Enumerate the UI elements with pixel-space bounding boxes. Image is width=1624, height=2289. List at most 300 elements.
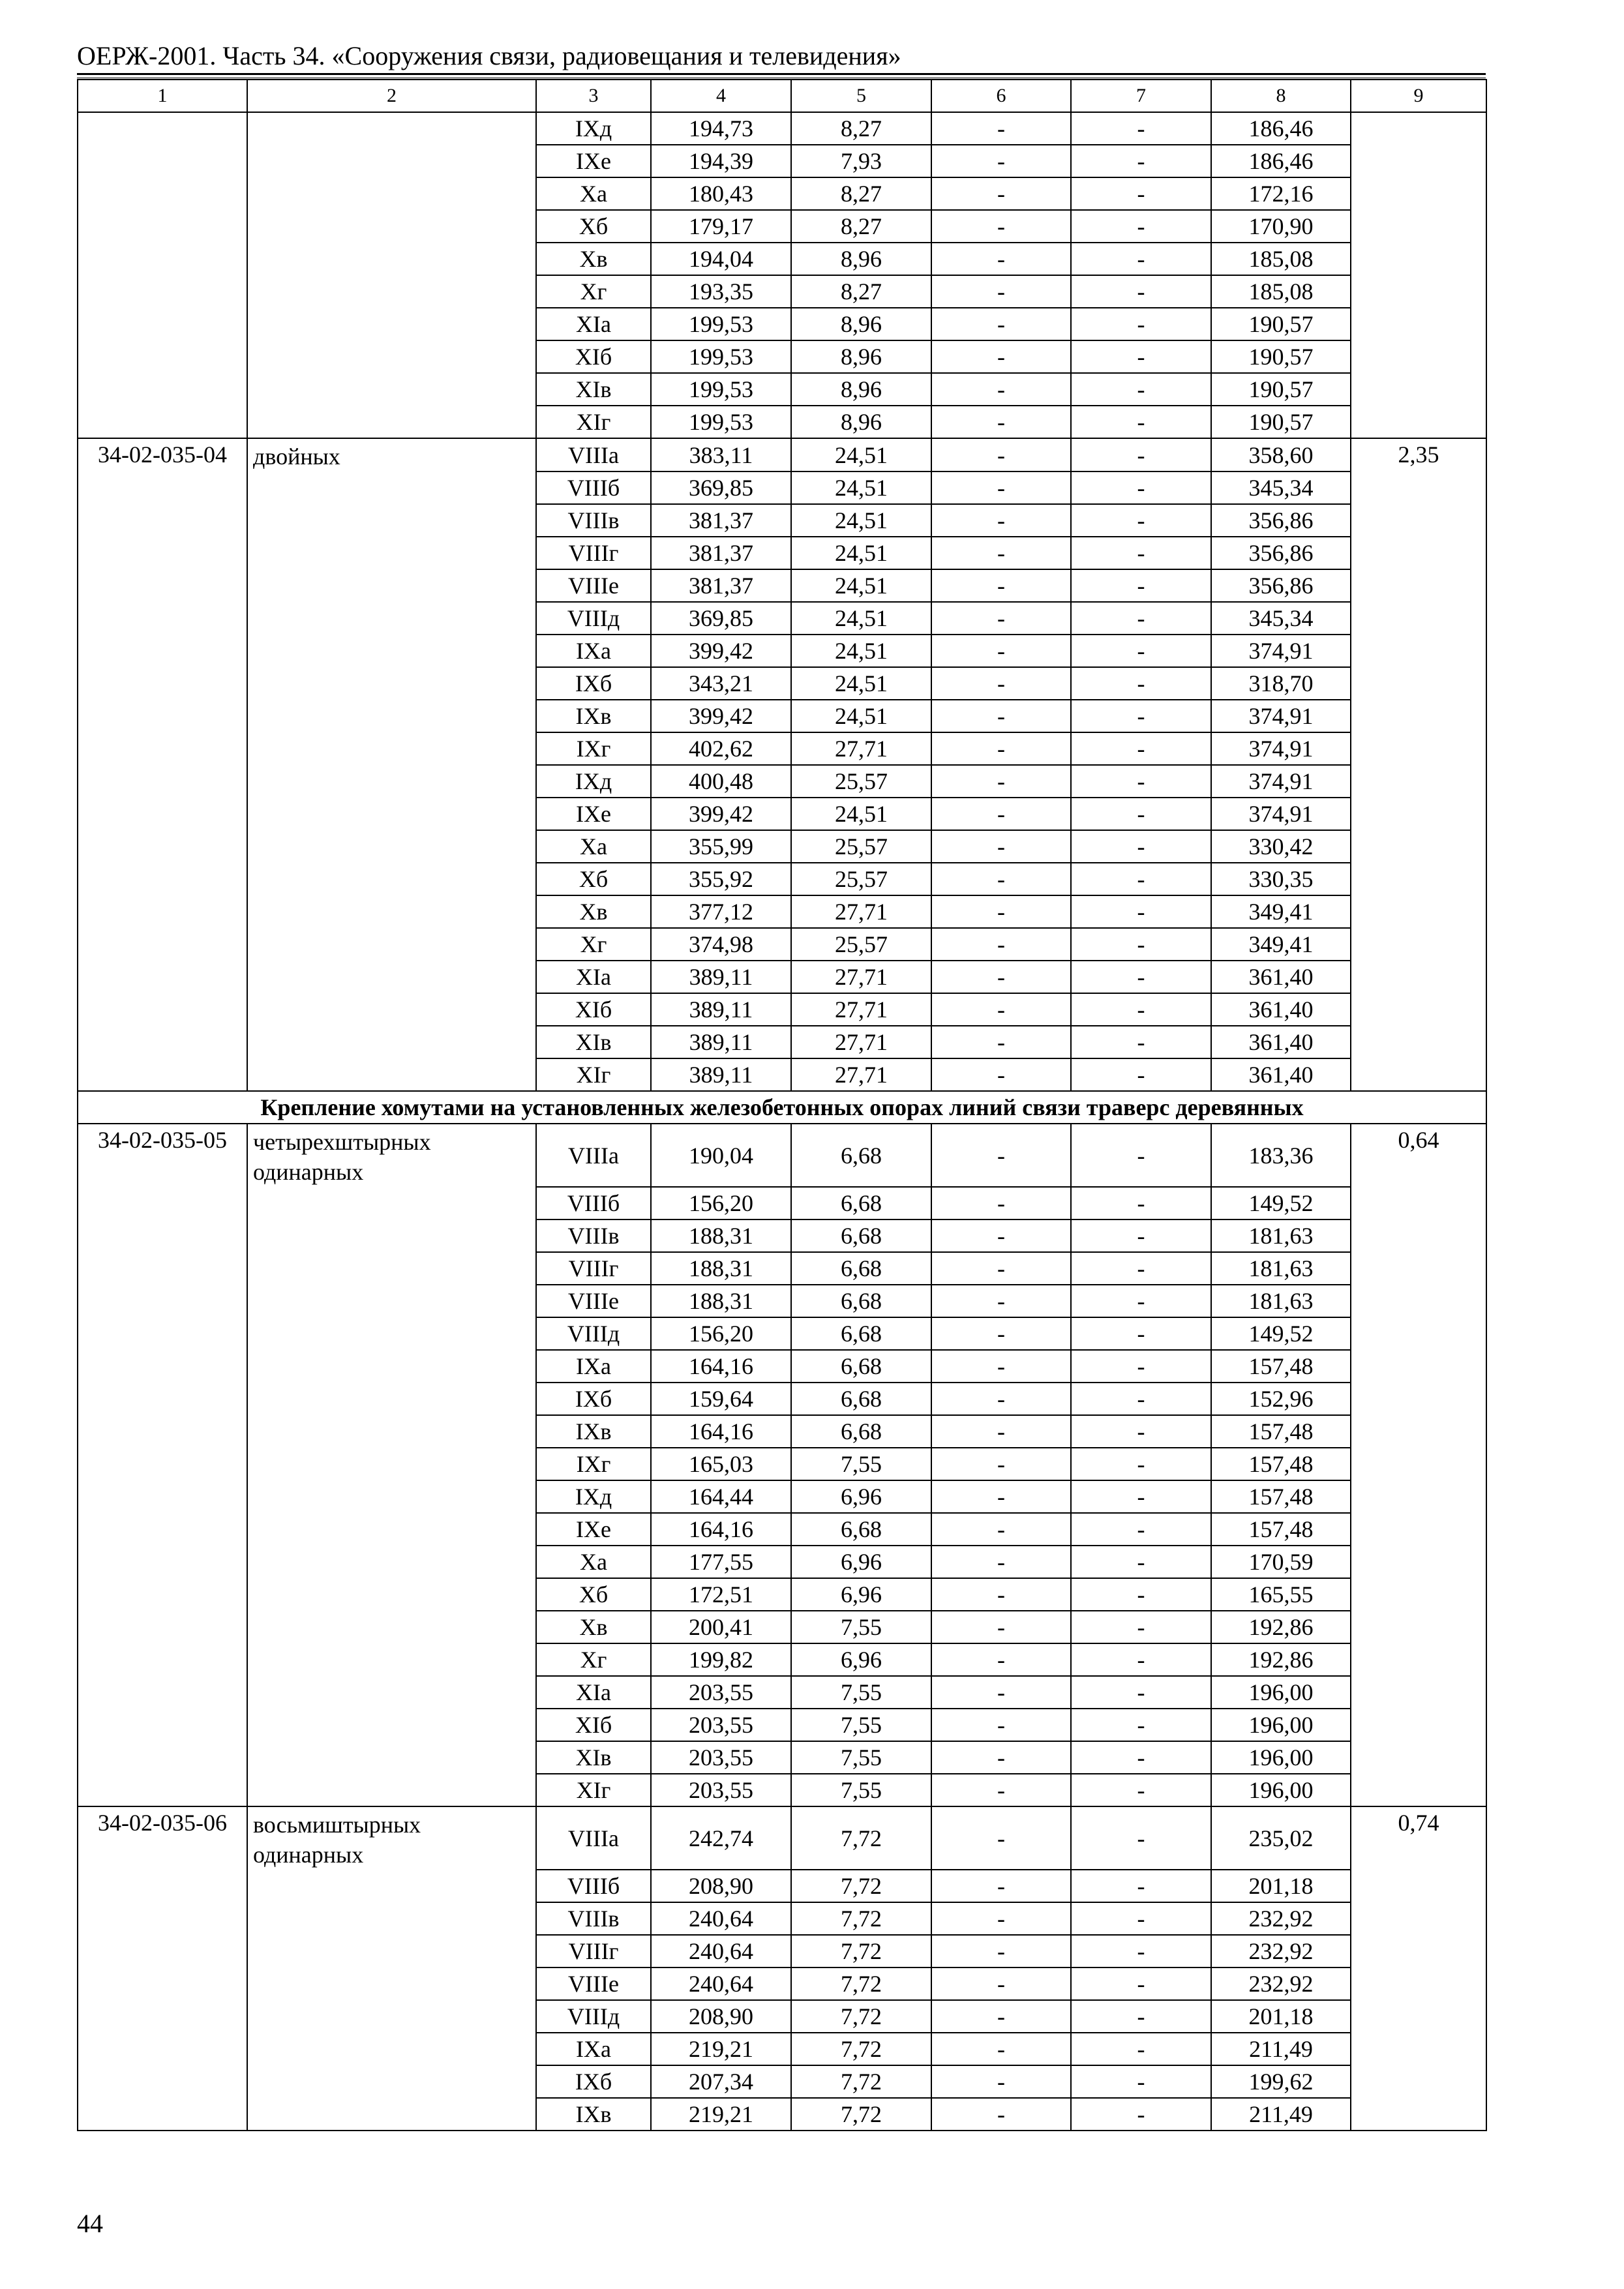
empty-name-cell — [247, 1480, 536, 1513]
machine-cost-cell: - — [931, 635, 1071, 667]
table-row — [78, 340, 1486, 373]
column-number: 5 — [791, 80, 931, 112]
direct-cost-cell: 156,20 — [651, 1317, 791, 1350]
empty-code-cell — [78, 1676, 247, 1709]
table-row — [78, 1187, 1486, 1219]
empty-code-cell — [78, 1058, 247, 1091]
wages-cell: 25,57 — [791, 830, 931, 863]
empty-code-cell — [78, 145, 247, 177]
direct-cost-cell: 389,11 — [651, 1026, 791, 1058]
table-row — [78, 1967, 1486, 2000]
wages-cell: 7,72 — [791, 2065, 931, 2098]
table-row — [78, 635, 1486, 667]
wages-cell: 7,55 — [791, 1741, 931, 1774]
direct-cost-cell: 165,03 — [651, 1448, 791, 1480]
machine-cost-cell: - — [931, 667, 1071, 700]
empty-code-cell — [78, 732, 247, 765]
empty-labor-cell — [1351, 1935, 1486, 1967]
driver-wages-cell: - — [1071, 1870, 1211, 1902]
empty-code-cell — [78, 1252, 247, 1285]
table-row — [78, 1124, 1486, 1187]
machine-cost-cell: - — [931, 1870, 1071, 1902]
direct-cost-cell: 389,11 — [651, 1058, 791, 1091]
driver-wages-cell: - — [1071, 635, 1211, 667]
materials-cell: 181,63 — [1211, 1219, 1351, 1252]
empty-name-cell — [247, 895, 536, 928]
price-type-cell: VIIIб — [536, 1187, 651, 1219]
table-row — [78, 1611, 1486, 1643]
wages-cell: 24,51 — [791, 537, 931, 569]
price-type-cell: VIIIв — [536, 1219, 651, 1252]
norm-code-cell: 34-02-035-04 — [78, 438, 247, 471]
empty-code-cell — [78, 1870, 247, 1902]
materials-cell: 157,48 — [1211, 1513, 1351, 1546]
table-row — [78, 1317, 1486, 1350]
table-row — [78, 177, 1486, 210]
driver-wages-cell: - — [1071, 1317, 1211, 1350]
materials-cell: 186,46 — [1211, 145, 1351, 177]
driver-wages-cell: - — [1071, 1058, 1211, 1091]
column-number: 6 — [931, 80, 1071, 112]
empty-labor-cell — [1351, 602, 1486, 635]
price-type-cell: XIб — [536, 1709, 651, 1741]
wages-cell: 7,72 — [791, 2033, 931, 2065]
empty-name-cell — [247, 537, 536, 569]
empty-name-cell — [247, 243, 536, 275]
table-row — [78, 1058, 1486, 1091]
wages-cell: 6,68 — [791, 1219, 931, 1252]
table-row — [78, 700, 1486, 732]
machine-cost-cell: - — [931, 895, 1071, 928]
price-type-cell: VIIIг — [536, 537, 651, 569]
wages-cell: 7,72 — [791, 1902, 931, 1935]
table-row — [78, 1026, 1486, 1058]
empty-labor-cell — [1351, 961, 1486, 993]
price-type-cell: IXв — [536, 2098, 651, 2131]
empty-name-cell — [247, 1026, 536, 1058]
empty-labor-cell — [1351, 406, 1486, 438]
empty-code-cell — [78, 700, 247, 732]
machine-cost-cell: - — [931, 2065, 1071, 2098]
price-type-cell: VIIIб — [536, 1870, 651, 1902]
empty-labor-cell — [1351, 471, 1486, 504]
direct-cost-cell: 188,31 — [651, 1219, 791, 1252]
materials-cell: 190,57 — [1211, 340, 1351, 373]
materials-cell: 345,34 — [1211, 602, 1351, 635]
price-type-cell: VIIIa — [536, 1124, 651, 1187]
empty-name-cell — [247, 340, 536, 373]
machine-cost-cell: - — [931, 569, 1071, 602]
wages-cell: 7,72 — [791, 2098, 931, 2131]
empty-labor-cell — [1351, 569, 1486, 602]
materials-cell: 186,46 — [1211, 112, 1351, 145]
wages-cell: 7,72 — [791, 1967, 931, 2000]
table-row — [78, 1383, 1486, 1415]
machine-cost-cell: - — [931, 1741, 1071, 1774]
wages-cell: 8,27 — [791, 275, 931, 308]
empty-labor-cell — [1351, 340, 1486, 373]
empty-code-cell — [78, 830, 247, 863]
empty-name-cell — [247, 406, 536, 438]
driver-wages-cell: - — [1071, 2000, 1211, 2033]
wages-cell: 7,55 — [791, 1709, 931, 1741]
price-type-cell: XIв — [536, 373, 651, 406]
machine-cost-cell: - — [931, 798, 1071, 830]
empty-name-cell — [247, 1415, 536, 1448]
empty-labor-cell — [1351, 1219, 1486, 1252]
direct-cost-cell: 188,31 — [651, 1252, 791, 1285]
empty-labor-cell — [1351, 1448, 1486, 1480]
column-number: 1 — [78, 80, 247, 112]
direct-cost-cell: 199,53 — [651, 340, 791, 373]
machine-cost-cell: - — [931, 1709, 1071, 1741]
column-number: 2 — [247, 80, 536, 112]
direct-cost-cell: 188,31 — [651, 1285, 791, 1317]
empty-code-cell — [78, 1774, 247, 1806]
direct-cost-cell: 402,62 — [651, 732, 791, 765]
labor-cost-cell — [1351, 112, 1486, 145]
driver-wages-cell: - — [1071, 112, 1211, 145]
empty-name-cell — [247, 1546, 536, 1578]
price-type-cell: Xa — [536, 177, 651, 210]
driver-wages-cell: - — [1071, 993, 1211, 1026]
price-type-cell: IXд — [536, 112, 651, 145]
driver-wages-cell: - — [1071, 145, 1211, 177]
empty-labor-cell — [1351, 667, 1486, 700]
materials-cell: 157,48 — [1211, 1350, 1351, 1383]
wages-cell: 8,27 — [791, 177, 931, 210]
wages-cell: 24,51 — [791, 700, 931, 732]
machine-cost-cell: - — [931, 1448, 1071, 1480]
empty-code-cell — [78, 1317, 247, 1350]
empty-labor-cell — [1351, 1902, 1486, 1935]
wages-cell: 8,27 — [791, 112, 931, 145]
price-type-cell: IXд — [536, 1480, 651, 1513]
empty-code-cell — [78, 2065, 247, 2098]
direct-cost-cell: 240,64 — [651, 1967, 791, 2000]
empty-labor-cell — [1351, 1187, 1486, 1219]
table-row — [78, 1741, 1486, 1774]
empty-labor-cell — [1351, 177, 1486, 210]
norm-code-cell: 34-02-035-06 — [78, 1806, 247, 1870]
direct-cost-cell: 164,16 — [651, 1415, 791, 1448]
empty-code-cell — [78, 1350, 247, 1383]
materials-cell: 149,52 — [1211, 1187, 1351, 1219]
empty-labor-cell — [1351, 765, 1486, 798]
machine-cost-cell: - — [931, 1611, 1071, 1643]
empty-labor-cell — [1351, 2065, 1486, 2098]
empty-name-cell — [247, 1187, 536, 1219]
driver-wages-cell: - — [1071, 1643, 1211, 1676]
materials-cell: 190,57 — [1211, 406, 1351, 438]
price-type-cell: XIa — [536, 961, 651, 993]
wages-cell: 7,55 — [791, 1448, 931, 1480]
empty-name-cell — [247, 1611, 536, 1643]
materials-cell: 361,40 — [1211, 993, 1351, 1026]
empty-code-cell — [78, 1967, 247, 2000]
direct-cost-cell: 399,42 — [651, 798, 791, 830]
direct-cost-cell: 381,37 — [651, 537, 791, 569]
empty-code-cell — [78, 373, 247, 406]
direct-cost-cell: 400,48 — [651, 765, 791, 798]
empty-labor-cell — [1351, 928, 1486, 961]
materials-cell: 361,40 — [1211, 961, 1351, 993]
machine-cost-cell: - — [931, 2000, 1071, 2033]
norm-code-cell — [78, 112, 247, 145]
wages-cell: 7,55 — [791, 1774, 931, 1806]
empty-name-cell — [247, 732, 536, 765]
empty-name-cell — [247, 863, 536, 895]
table-row — [78, 1774, 1486, 1806]
table-row — [78, 667, 1486, 700]
empty-name-cell — [247, 145, 536, 177]
direct-cost-cell: 179,17 — [651, 210, 791, 243]
driver-wages-cell: - — [1071, 504, 1211, 537]
materials-cell: 196,00 — [1211, 1774, 1351, 1806]
wages-cell: 7,72 — [791, 1870, 931, 1902]
driver-wages-cell: - — [1071, 798, 1211, 830]
empty-name-cell — [247, 928, 536, 961]
direct-cost-cell: 240,64 — [651, 1935, 791, 1967]
wages-cell: 24,51 — [791, 504, 931, 537]
direct-cost-cell: 389,11 — [651, 961, 791, 993]
table-row — [78, 1870, 1486, 1902]
empty-name-cell — [247, 667, 536, 700]
empty-code-cell — [78, 406, 247, 438]
empty-code-cell — [78, 961, 247, 993]
table-row — [78, 373, 1486, 406]
driver-wages-cell: - — [1071, 1611, 1211, 1643]
empty-name-cell — [247, 1774, 536, 1806]
wages-cell: 6,68 — [791, 1124, 931, 1187]
page-number: 44 — [77, 2209, 103, 2238]
empty-labor-cell — [1351, 830, 1486, 863]
driver-wages-cell: - — [1071, 1902, 1211, 1935]
machine-cost-cell: - — [931, 1935, 1071, 1967]
machine-cost-cell: - — [931, 732, 1071, 765]
price-type-cell: VIIIe — [536, 1967, 651, 2000]
machine-cost-cell: - — [931, 1187, 1071, 1219]
table-row — [78, 1513, 1486, 1546]
empty-code-cell — [78, 1187, 247, 1219]
materials-cell: 181,63 — [1211, 1285, 1351, 1317]
section-title: Крепление хомутами на установленных железобетонных опорах линий связи траверс деревянных — [78, 1091, 1486, 1124]
machine-cost-cell: - — [931, 406, 1071, 438]
driver-wages-cell: - — [1071, 1219, 1211, 1252]
price-type-cell: Xг — [536, 275, 651, 308]
direct-cost-cell: 190,04 — [651, 1124, 791, 1187]
machine-cost-cell: - — [931, 1480, 1071, 1513]
machine-cost-cell: - — [931, 1774, 1071, 1806]
wages-cell: 24,51 — [791, 569, 931, 602]
price-type-cell: IXa — [536, 1350, 651, 1383]
machine-cost-cell: - — [931, 830, 1071, 863]
empty-labor-cell — [1351, 1967, 1486, 2000]
machine-cost-cell: - — [931, 210, 1071, 243]
machine-cost-cell: - — [931, 1676, 1071, 1709]
price-type-cell: XIб — [536, 993, 651, 1026]
empty-code-cell — [78, 1026, 247, 1058]
materials-cell: 361,40 — [1211, 1058, 1351, 1091]
direct-cost-cell: 199,53 — [651, 373, 791, 406]
table-row — [78, 2000, 1486, 2033]
driver-wages-cell: - — [1071, 243, 1211, 275]
direct-cost-cell: 194,04 — [651, 243, 791, 275]
driver-wages-cell: - — [1071, 667, 1211, 700]
machine-cost-cell: - — [931, 1902, 1071, 1935]
materials-cell: 185,08 — [1211, 275, 1351, 308]
empty-code-cell — [78, 471, 247, 504]
direct-cost-cell: 240,64 — [651, 1902, 791, 1935]
empty-name-cell — [247, 765, 536, 798]
empty-code-cell — [78, 2098, 247, 2131]
driver-wages-cell: - — [1071, 1285, 1211, 1317]
driver-wages-cell: - — [1071, 373, 1211, 406]
empty-labor-cell — [1351, 1741, 1486, 1774]
empty-name-cell — [247, 2033, 536, 2065]
table-row — [78, 569, 1486, 602]
empty-code-cell — [78, 798, 247, 830]
empty-name-cell — [247, 1252, 536, 1285]
empty-labor-cell — [1351, 145, 1486, 177]
direct-cost-cell: 399,42 — [651, 635, 791, 667]
direct-cost-cell: 381,37 — [651, 504, 791, 537]
direct-cost-cell: 355,99 — [651, 830, 791, 863]
driver-wages-cell: - — [1071, 602, 1211, 635]
empty-name-cell — [247, 569, 536, 602]
empty-code-cell — [78, 537, 247, 569]
machine-cost-cell: - — [931, 1383, 1071, 1415]
empty-code-cell — [78, 1643, 247, 1676]
price-type-cell: Xa — [536, 830, 651, 863]
empty-labor-cell — [1351, 2033, 1486, 2065]
empty-code-cell — [78, 1448, 247, 1480]
table-row — [78, 830, 1486, 863]
work-name-cell — [247, 112, 536, 145]
direct-cost-cell: 177,55 — [651, 1546, 791, 1578]
column-number-row — [78, 80, 1486, 112]
driver-wages-cell: - — [1071, 1774, 1211, 1806]
direct-cost-cell: 355,92 — [651, 863, 791, 895]
table-row — [78, 1902, 1486, 1935]
machine-cost-cell: - — [931, 1806, 1071, 1870]
driver-wages-cell: - — [1071, 340, 1211, 373]
price-type-cell: Xa — [536, 1546, 651, 1578]
empty-name-cell — [247, 2000, 536, 2033]
table-row — [78, 145, 1486, 177]
empty-name-cell — [247, 275, 536, 308]
table-row — [78, 1252, 1486, 1285]
empty-code-cell — [78, 340, 247, 373]
direct-cost-cell: 242,74 — [651, 1806, 791, 1870]
driver-wages-cell: - — [1071, 1350, 1211, 1383]
table-row — [78, 863, 1486, 895]
price-type-cell: IXв — [536, 700, 651, 732]
direct-cost-cell: 199,53 — [651, 308, 791, 340]
driver-wages-cell: - — [1071, 961, 1211, 993]
driver-wages-cell: - — [1071, 308, 1211, 340]
wages-cell: 25,57 — [791, 863, 931, 895]
empty-code-cell — [78, 210, 247, 243]
machine-cost-cell: - — [931, 1643, 1071, 1676]
table-row — [78, 961, 1486, 993]
materials-cell: 356,86 — [1211, 569, 1351, 602]
labor-cost-cell: 2,35 — [1351, 438, 1486, 471]
machine-cost-cell: - — [931, 1124, 1071, 1187]
table-row — [78, 537, 1486, 569]
table-row — [78, 1219, 1486, 1252]
table-row — [78, 2065, 1486, 2098]
empty-name-cell — [247, 602, 536, 635]
price-type-cell: IXe — [536, 798, 651, 830]
table-row — [78, 798, 1486, 830]
empty-code-cell — [78, 1513, 247, 1546]
empty-name-cell — [247, 1709, 536, 1741]
price-type-cell: VIIIa — [536, 438, 651, 471]
driver-wages-cell: - — [1071, 765, 1211, 798]
materials-cell: 190,57 — [1211, 308, 1351, 340]
machine-cost-cell: - — [931, 928, 1071, 961]
price-type-cell: Xб — [536, 210, 651, 243]
driver-wages-cell: - — [1071, 1415, 1211, 1448]
empty-code-cell — [78, 243, 247, 275]
page-header-title: ОЕРЖ-2001. Часть 34. «Сооружения связи, радиовещания и телевидения» — [77, 41, 901, 70]
empty-labor-cell — [1351, 1676, 1486, 1709]
empty-labor-cell — [1351, 863, 1486, 895]
materials-cell: 157,48 — [1211, 1480, 1351, 1513]
driver-wages-cell: - — [1071, 1383, 1211, 1415]
table-row — [78, 471, 1486, 504]
wages-cell: 8,27 — [791, 210, 931, 243]
labor-cost-cell: 0,64 — [1351, 1124, 1486, 1187]
price-type-cell: VIIIд — [536, 602, 651, 635]
empty-name-cell — [247, 1643, 536, 1676]
direct-cost-cell: 164,16 — [651, 1513, 791, 1546]
price-type-cell: Xв — [536, 243, 651, 275]
empty-labor-cell — [1351, 1611, 1486, 1643]
empty-name-cell — [247, 798, 536, 830]
wages-cell: 8,96 — [791, 340, 931, 373]
empty-name-cell — [247, 961, 536, 993]
table-row — [78, 1350, 1486, 1383]
empty-code-cell — [78, 1578, 247, 1611]
empty-name-cell — [247, 993, 536, 1026]
materials-cell: 196,00 — [1211, 1741, 1351, 1774]
price-type-cell: Xб — [536, 1578, 651, 1611]
empty-name-cell — [247, 177, 536, 210]
labor-cost-cell: 0,74 — [1351, 1806, 1486, 1870]
driver-wages-cell: - — [1071, 2098, 1211, 2131]
price-type-cell: VIIIa — [536, 1806, 651, 1870]
empty-name-cell — [247, 1902, 536, 1935]
price-type-cell: XIa — [536, 1676, 651, 1709]
direct-cost-cell: 193,35 — [651, 275, 791, 308]
empty-code-cell — [78, 177, 247, 210]
empty-name-cell — [247, 1383, 536, 1415]
materials-cell: 349,41 — [1211, 928, 1351, 961]
direct-cost-cell: 164,44 — [651, 1480, 791, 1513]
driver-wages-cell: - — [1071, 700, 1211, 732]
table-row — [78, 928, 1486, 961]
empty-labor-cell — [1351, 1026, 1486, 1058]
wages-cell: 27,71 — [791, 732, 931, 765]
wages-cell: 6,96 — [791, 1643, 931, 1676]
empty-code-cell — [78, 993, 247, 1026]
empty-name-cell — [247, 830, 536, 863]
machine-cost-cell: - — [931, 275, 1071, 308]
materials-cell: 196,00 — [1211, 1676, 1351, 1709]
driver-wages-cell: - — [1071, 275, 1211, 308]
